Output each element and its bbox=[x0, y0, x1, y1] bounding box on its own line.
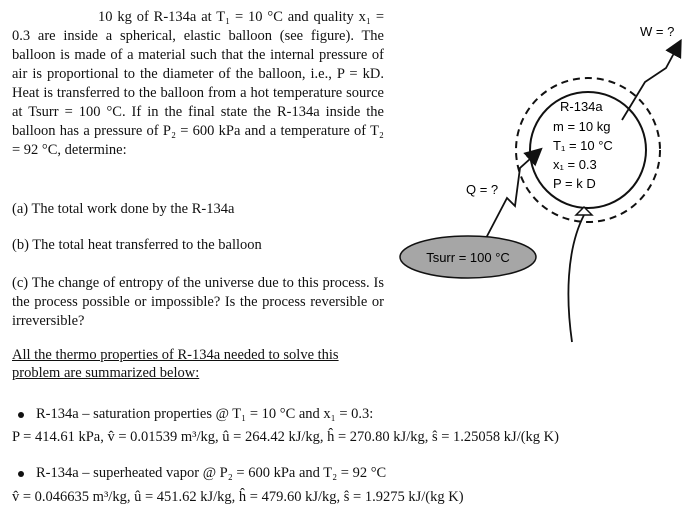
heat-label: Q = ? bbox=[466, 182, 499, 197]
work-label: W = ? bbox=[640, 24, 675, 39]
problem-paragraph: 10 kg of R-134a at T₁ = 10 °C and quality x₁ = 0.3 are inside a spherical, elastic balloon (see figure). The balloon is made of a material such that the internal pressure of air is proportional to the diameter of the balloon, i.e., P = kD. Heat is transferred to the balloon from a hot temperature source at Tsurr = 100 °C. If in the final state the R-134a inside the balloon has a pressure of P₂ = 600 kPa and a temperature of T₂ = 92 °C, determine: bbox=[12, 9, 384, 158]
balloon-quality: x₁ = 0.3 bbox=[553, 157, 597, 172]
question-b: (b) The total heat transferred to the balloon bbox=[12, 237, 262, 253]
work-arrow bbox=[622, 42, 680, 120]
properties-note: All the thermo properties of R-134a needed to solve this problem are summarized below: bbox=[12, 347, 339, 381]
balloon-string bbox=[568, 215, 584, 342]
balloon-mass: m = 10 kg bbox=[553, 119, 611, 134]
balloon-fluid: R-134a bbox=[560, 99, 603, 114]
question-c: (c) The change of entropy of the universe due to this process. Is the process possible or impossible? Is the process reversible or irreversible? bbox=[12, 275, 384, 329]
saturation-properties: P = 414.61 kPa, v̂ = 0.01539 m³/kg, û = 264.42 kJ/kg, ĥ = 270.80 kJ/kg, ŝ = 1.25058 kJ/(kg K) bbox=[12, 429, 559, 445]
source-label: Tsurr = 100 °C bbox=[426, 250, 510, 265]
balloon-pressure-relation: P = k D bbox=[553, 176, 596, 191]
balloon-temperature: T₁ = 10 °C bbox=[553, 138, 613, 153]
bullet-superheated-title: R-134a – superheated vapor @ P₂ = 600 kPa and T₂ = 92 °C bbox=[36, 465, 387, 481]
question-a: (a) The total work done by the R-134a bbox=[12, 201, 235, 217]
superheated-properties: v̂ = 0.046635 m³/kg, û = 451.62 kJ/kg, ĥ = 479.60 kJ/kg, ŝ = 1.9275 kJ/(kg K) bbox=[12, 489, 464, 505]
bullet-saturation-title: R-134a – saturation properties @ T₁ = 10 °C and x₁ = 0.3: bbox=[36, 406, 374, 422]
